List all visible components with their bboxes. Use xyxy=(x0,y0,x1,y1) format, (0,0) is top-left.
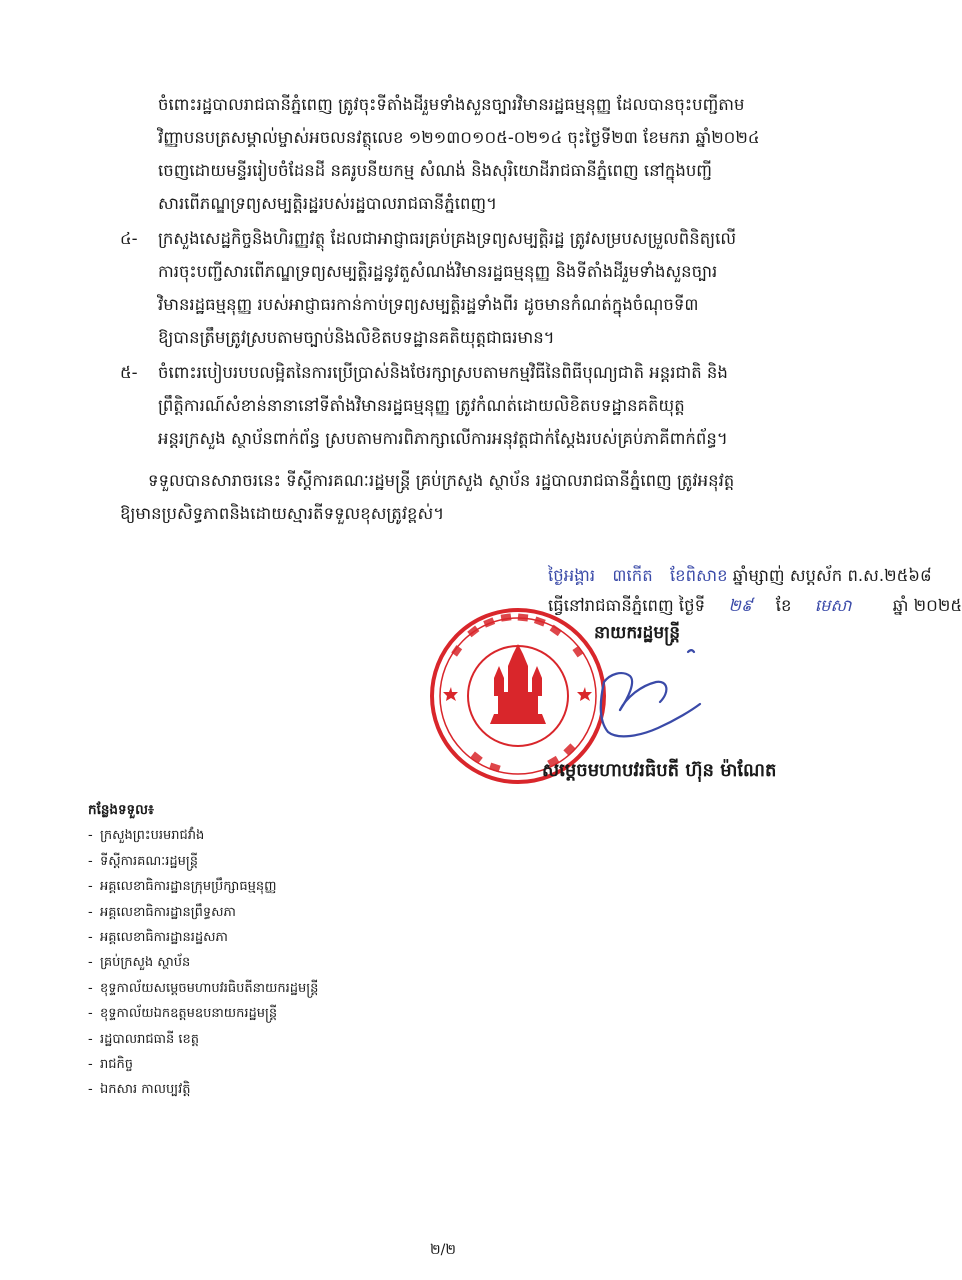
paragraph-line: ការចុះបញ្ជីសារពើភណ្ឌទ្រព្យសម្បត្តិរដ្ឋនូវតួសំណង់វិមានរដ្ឋធម្មនុញ្ញ និងទីតាំងដីរួមទាំងសួនច្បារ xyxy=(158,262,718,281)
recipients-list xyxy=(88,798,318,1103)
closing-paragraph xyxy=(120,464,850,530)
list-item: - អគ្គលេខាធិការដ្ឋានក្រុមប្រឹក្សាធម្មនុញ្ញ xyxy=(88,879,277,895)
signatory-title: នាយករដ្ឋមន្ត្រី xyxy=(594,623,680,643)
paragraph-line: ចំពោះរបៀបរបបលម្អិតនៃការប្រើប្រាស់និងថែរក្សាស្របតាមកម្មវិធីនៃពិធីបុណ្យជាតិ អន្តរជាតិ និង xyxy=(158,363,728,382)
item-number: ៥- xyxy=(120,363,138,382)
list-item: - រដ្ឋបាលរាជធានី ខេត្ត xyxy=(88,1031,200,1047)
signatory-name: សម្តេចមហាបវរធិបតី ហ៊ុន ម៉ាណែត xyxy=(542,760,777,781)
item-body xyxy=(158,222,848,354)
list-item: - ខុទ្ទកាល័យសម្តេចមហាបវរធិបតីនាយករដ្ឋមន្ត្រី xyxy=(88,980,319,996)
list-item: - រាជកិច្ច xyxy=(88,1057,134,1073)
lunar-month: ខែពិសាខ xyxy=(669,566,728,585)
paragraph-line: ចំពោះរដ្ឋបាលរាជធានីភ្នំពេញ ត្រូវចុះទីតាំងដីរួមទាំងសួនច្បារវិមានរដ្ឋធម្មនុញ្ញ ដែលបានចុះបញ្ជីតាម xyxy=(158,95,745,114)
paragraph-line: វិមានរដ្ឋធម្មនុញ្ញ របស់អាជ្ញាធរកាន់កាប់ទ្រព្យសម្បត្តិរដ្ឋទាំងពីរ ដូចមានកំណត់ក្នុងចំណុចទី៣ xyxy=(158,295,699,314)
lunar-day: ៣កើត xyxy=(612,566,653,585)
list-item: - ក្រសួងព្រះបរមរាជវាំង xyxy=(88,828,205,844)
paragraph-line: ឱ្យមានប្រសិទ្ធភាពនិងដោយស្មារតីទទួលខុសត្រូវខ្ពស់។ xyxy=(120,504,445,523)
list-item: - ទីស្តីការគណៈរដ្ឋមន្ត្រី xyxy=(88,853,198,869)
paragraph-line: ក្រសួងសេដ្ឋកិច្ចនិងហិរញ្ញវត្ថុ ដែលជាអាជ្ញាធរគ្រប់គ្រងទ្រព្យសម្បត្តិរដ្ឋ ត្រូវសម្របសម្រួលពិនិត្យលើ xyxy=(158,229,737,248)
lunar-year: ឆ្នាំម្សាញ់ សប្តស័ក ព.ស.២៥៦៨ xyxy=(732,566,932,585)
issue-date-prefix: ធ្វើនៅរាជធានីភ្នំពេញ ថ្ងៃទី xyxy=(548,596,706,615)
issue-month: មេសា xyxy=(814,596,852,615)
list-item: - អគ្គលេខាធិការដ្ឋានរដ្ឋសភា xyxy=(88,930,228,946)
paragraph-line: ព្រឹត្តិការណ៍សំខាន់នានានៅទីតាំងវិមានរដ្ឋធម្មនុញ្ញ ត្រូវកំណត់ដោយលិខិតបទដ្ឋានគតិយុត្ត xyxy=(158,396,685,415)
paragraph-line: អន្តរក្រសួង ស្ថាប័នពាក់ព័ន្ធ ស្របតាមការពិភាក្សាលើការអនុវត្តជាក់ស្តែងរបស់គ្រប់ភាគីពាក់ព័ន្ធ។ xyxy=(158,429,728,448)
month-label: ខែ xyxy=(775,596,792,615)
intro-paragraph xyxy=(158,88,848,220)
issue-day: ២៩ xyxy=(728,596,753,615)
paragraph-line: សារពើភណ្ឌទ្រព្យសម្បត្តិរដ្ឋរបស់រដ្ឋបាលរាជធានីភ្នំពេញ។ xyxy=(158,194,498,213)
issue-year: ២០២៥ xyxy=(913,596,962,615)
list-item: - ខុទ្ទកាល័យឯកឧត្តមឧបនាយករដ្ឋមន្ត្រី xyxy=(88,1006,278,1022)
list-item: - ឯកសារ កាលប្បវត្តិ xyxy=(88,1082,191,1098)
lunar-date xyxy=(548,560,932,592)
paragraph-line: ទទួលបានសារាចរនេះ ទីស្តីការគណៈរដ្ឋមន្ត្រី គ្រប់ក្រសួង ស្ថាប័ន រដ្ឋបាលរាជធានីភ្នំពេញ ត្រូវអនុវត្ត xyxy=(148,471,735,490)
paragraph-line: ចេញដោយមន្ទីររៀបចំដែនដី នគរូបនីយកម្ម សំណង់ និងសុរិយោដីរាជធានីភ្នំពេញ នៅក្នុងបញ្ជី xyxy=(158,161,713,180)
handwritten-signature xyxy=(560,640,710,750)
issue-date xyxy=(548,590,962,622)
recipients-title: កន្លែងទទួល៖ xyxy=(88,802,154,818)
page-number: ២/២ xyxy=(430,1242,456,1258)
list-item: - គ្រប់ក្រសួង ស្ថាប័ន xyxy=(88,955,191,971)
year-label: ឆ្នាំ xyxy=(892,596,909,615)
paragraph-line: ឱ្យបានត្រឹមត្រូវស្របតាមច្បាប់និងលិខិតបទដ្ឋានគតិយុត្តជាធរមាន។ xyxy=(158,328,555,347)
lunar-day-name: ថ្ងៃអង្គារ xyxy=(548,566,596,585)
item-body xyxy=(158,356,848,455)
list-item: - អគ្គលេខាធិការដ្ឋានព្រឹទ្ធសភា xyxy=(88,904,236,920)
paragraph-line: វិញ្ញាបនបត្រសម្គាល់ម្ចាស់អចលនវត្ថុលេខ ១២១៣០១០៥-០២១៤ ចុះថ្ងៃទី២៣ ខែមករា ឆ្នាំ២០២៤ xyxy=(158,128,760,147)
item-number: ៤- xyxy=(120,229,138,248)
